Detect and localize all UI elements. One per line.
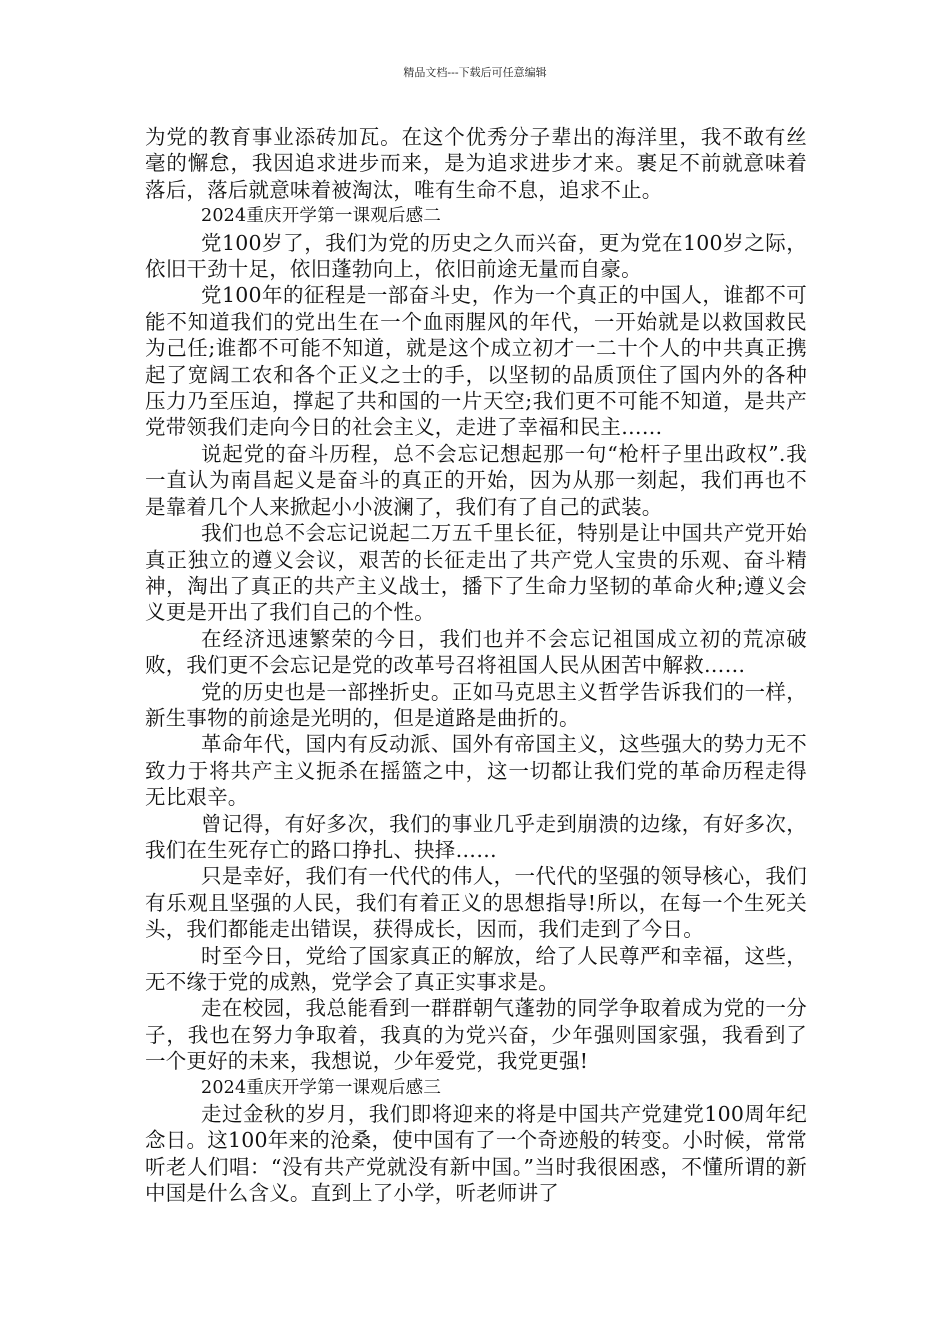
- section-title-3: 2024重庆开学第一课观后感三: [201, 1077, 442, 1098]
- paragraph: 走在校园，我总能看到一群群朝气蓬勃的同学争取着成为党的一分子，我也在努力争取着，我真的为党兴奋，少年强则国家强，我看到了一个更好的未来，我想说，少年爱党，我党更强!: [145, 996, 807, 1074]
- paragraph: 时至今日，党给了国家真正的解放，给了人民尊严和幸福，这些，无不缘于党的成熟，党学会了真正实事求是。: [145, 943, 807, 994]
- paragraph-continuation: 为党的教育事业添砖加瓦。在这个优秀分子辈出的海洋里，我不敢有丝毫的懈怠，我因追求进步而来，是为追求进步才来。裹足不前就意味着落后，落后就意味着被淘汰，唯有生命不息，追求不止。: [145, 125, 807, 202]
- paragraph: 曾记得，有好多次，我们的事业几乎走到崩溃的边缘，有好多次，我们在生死存亡的路口挣扎、抉择……: [145, 811, 807, 862]
- paragraph: 走过金秋的岁月，我们即将迎来的将是中国共产党建党100周年纪念日。这100年来的沧桑，使中国有了一个奇迹般的转变。小时候，常常听老人们唱：“没有共产党就没有新中国。”当时我很困惑，不懂所谓的新中国是什么含义。直到上了小学，听老师讲了: [145, 1102, 807, 1206]
- section-title-2: 2024重庆开学第一课观后感二: [201, 206, 442, 227]
- document-body: [145, 124, 807, 1207]
- paragraph: 党的历史也是一部挫折史。正如马克思主义哲学告诉我们的一样，新生事物的前途是光明的，但是道路是曲折的。: [145, 679, 807, 730]
- page-header: 精品文档---下载后可任意编辑: [403, 66, 547, 79]
- paragraph: 党100岁了，我们为党的历史之久而兴奋，更为党在100岁之际，依旧干劲十足，依旧蓬勃向上，依旧前途无量而自豪。: [145, 230, 807, 282]
- paragraph: 革命年代，国内有反动派、国外有帝国主义，这些强大的势力无不致力于将共产主义扼杀在摇篮之中，这一切都让我们党的革命历程走得无比艰辛。: [145, 732, 807, 810]
- paragraph: 我们也总不会忘记说起二万五千里长征，特别是让中国共产党开始真正独立的遵义会议，艰苦的长征走出了共产党人宝贵的乐观、奋斗精神，淘出了真正的共产主义战士，播下了生命力坚韧的革命火种;遵义会义更是开出了我们自己的个性。: [145, 521, 807, 625]
- paragraph: 党100年的征程是一部奋斗史，作为一个真正的中国人，谁都不可能不知道我们的党出生在一个血雨腥风的年代，一开始就是以救国救民为己任;谁都不可能不知道，就是这个成立初才一二十个人的中共真正携起了宽阔工农和各个正义之士的手，以坚韧的品质顶住了国内外的各种压力乃至压迫，撑起了共和国的一片天空;我们更不可能不知道，是共产党带领我们走向今日的社会主义，走进了幸福和民主……: [145, 283, 807, 440]
- paragraph: 说起党的奋斗历程，总不会忘记想起那一句“枪杆子里出政权”.我一直认为南昌起义是奋斗的真正的开始，因为从那一刻起，我们再也不是靠着几个人来掀起小小波澜了，我们有了自己的武装。: [145, 441, 807, 519]
- paragraph: 只是幸好，我们有一代代的伟人，一代代的坚强的领导核心，我们有乐观且坚强的人民，我们有着正义的思想指导!所以，在每一个生死关头，我们都能走出错误，获得成长，因而，我们走到了今日。: [145, 864, 807, 942]
- paragraph: 在经济迅速繁荣的今日，我们也并不会忘记祖国成立初的荒凉破败，我们更不会忘记是党的改革号召将祖国人民从困苦中解救……: [145, 626, 807, 678]
